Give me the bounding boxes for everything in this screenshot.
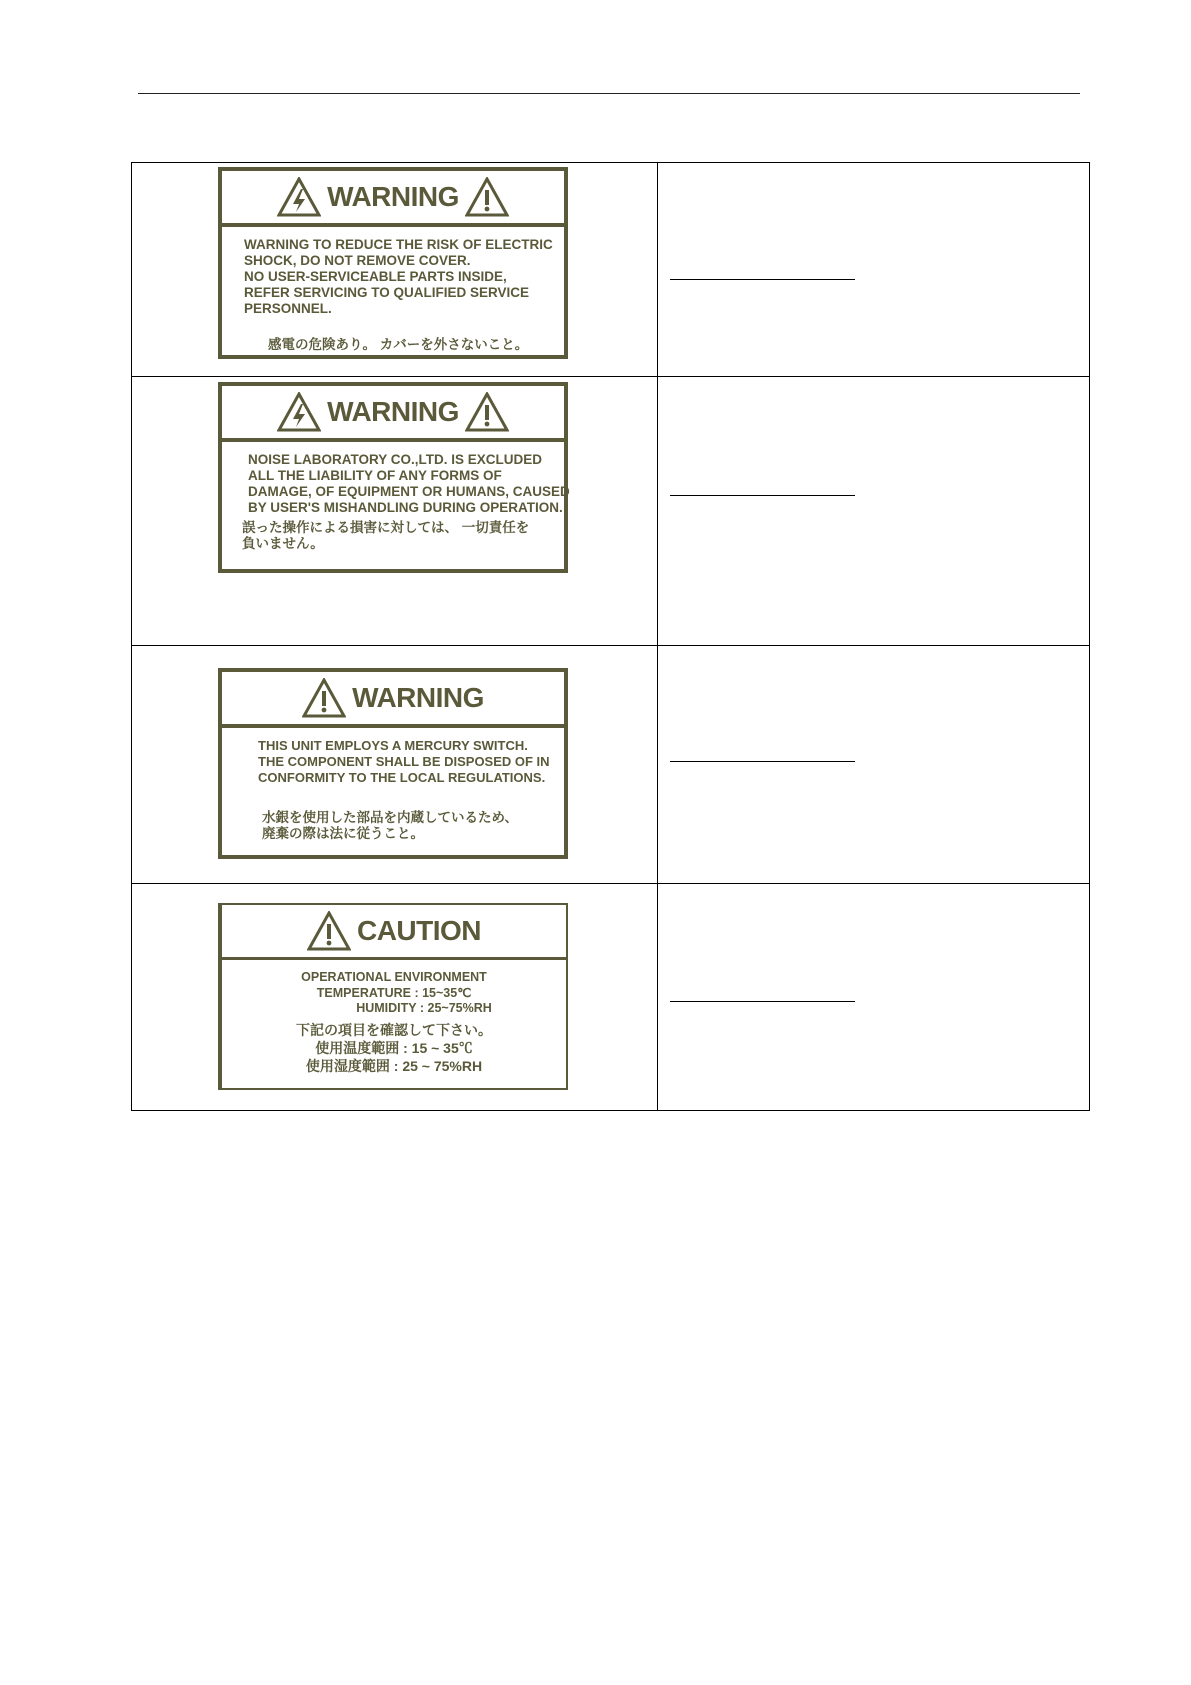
placard-text-line: TEMPERATURE : 15~35℃: [316, 985, 472, 1000]
placard-text-line: THE COMPONENT SHALL BE DISPOSED OF IN: [258, 754, 550, 769]
exclamation-warning-icon: [465, 392, 509, 432]
placard-japanese-line: 廃棄の際は法に従うこと。: [262, 826, 424, 841]
table-row: [132, 377, 1090, 646]
label-image-cell: [132, 163, 658, 377]
placard-text-line: SHOCK, DO NOT REMOVE COVER.: [244, 253, 471, 268]
placard-text-line: ALL THE LIABILITY OF ANY FORMS OF: [248, 468, 502, 483]
placard-text-line: OPERATIONAL ENVIRONMENT: [301, 970, 487, 984]
blank-underline: [670, 1001, 855, 1002]
placard-body: [222, 728, 564, 850]
description-cell: [658, 646, 1090, 884]
placard-japanese-line: 水銀を使用した部品を内蔵しているため、: [262, 810, 518, 825]
placard-header: [222, 386, 564, 442]
placard-japanese-line: 下記の項目を確認して下さい。: [296, 1021, 492, 1038]
placard-text-line: DAMAGE, OF EQUIPMENT OR HUMANS, CAUSED: [248, 484, 570, 499]
warning-labels-table: [131, 162, 1090, 1111]
exclamation-warning-icon: [302, 678, 346, 718]
exclamation-caution-icon: [307, 911, 351, 951]
blank-underline: [670, 279, 855, 280]
label-image-cell: [132, 646, 658, 884]
placard-text-line: REFER SERVICING TO QUALIFIED SERVICE: [244, 285, 530, 300]
exclamation-warning-icon: [465, 177, 509, 217]
warning-placard: [218, 382, 568, 573]
table-row: [132, 163, 1090, 377]
placard-header: [222, 905, 566, 960]
electric-shock-warning-icon: [277, 392, 321, 432]
placard-text-line: HUMIDITY : 25~75%RH: [356, 1001, 492, 1015]
placard-text-line: CONFORMITY TO THE LOCAL REGULATIONS.: [258, 770, 546, 785]
placard-japanese-line: 使用湿度範囲 : 25 ~ 75%RH: [305, 1057, 483, 1074]
placard-title: WARNING: [327, 396, 459, 427]
placard-japanese-line: 誤った操作による損害に対しては、 一切責任を: [242, 520, 530, 535]
blank-underline: [670, 495, 855, 496]
table-row: [132, 646, 1090, 884]
label-image-cell: [132, 884, 658, 1111]
description-cell: [658, 377, 1090, 646]
warning-placard: [218, 668, 568, 859]
placard-japanese-line: 使用温度範囲 : 15 ~ 35℃: [315, 1039, 473, 1056]
placard-text-line: BY USER'S MISHANDLING DURING OPERATION.: [248, 500, 563, 515]
warning-placard: [218, 167, 568, 359]
placard-header: [222, 672, 564, 728]
table-row: [132, 884, 1090, 1111]
placard-body: [222, 442, 570, 560]
placard-header: [222, 171, 564, 227]
header-rule: [138, 93, 1080, 94]
description-cell: [658, 884, 1090, 1111]
placard-body: [222, 227, 564, 361]
placard-text-line: NOISE LABORATORY CO.,LTD. IS EXCLUDED: [248, 452, 543, 467]
placard-text-line: THIS UNIT EMPLOYS A MERCURY SWITCH.: [258, 738, 528, 753]
caution-placard: [218, 903, 568, 1090]
label-image-cell: [132, 377, 658, 646]
placard-text-line: PERSONNEL.: [244, 301, 332, 316]
placard-text-line: WARNING TO REDUCE THE RISK OF ELECTRIC: [244, 237, 553, 252]
placard-title: WARNING: [327, 181, 459, 212]
electric-shock-warning-icon: [277, 177, 321, 217]
placard-text-line: NO USER-SERVICEABLE PARTS INSIDE,: [244, 269, 507, 284]
placard-body: [222, 960, 566, 1081]
blank-underline: [670, 761, 855, 762]
placard-japanese-line: 感電の危険あり。 カバーを外さないこと。: [268, 337, 529, 352]
placard-title: CAUTION: [356, 915, 482, 946]
placard-title: WARNING: [352, 682, 484, 713]
description-cell: [658, 163, 1090, 377]
placard-japanese-line: 負いません。: [242, 536, 324, 551]
